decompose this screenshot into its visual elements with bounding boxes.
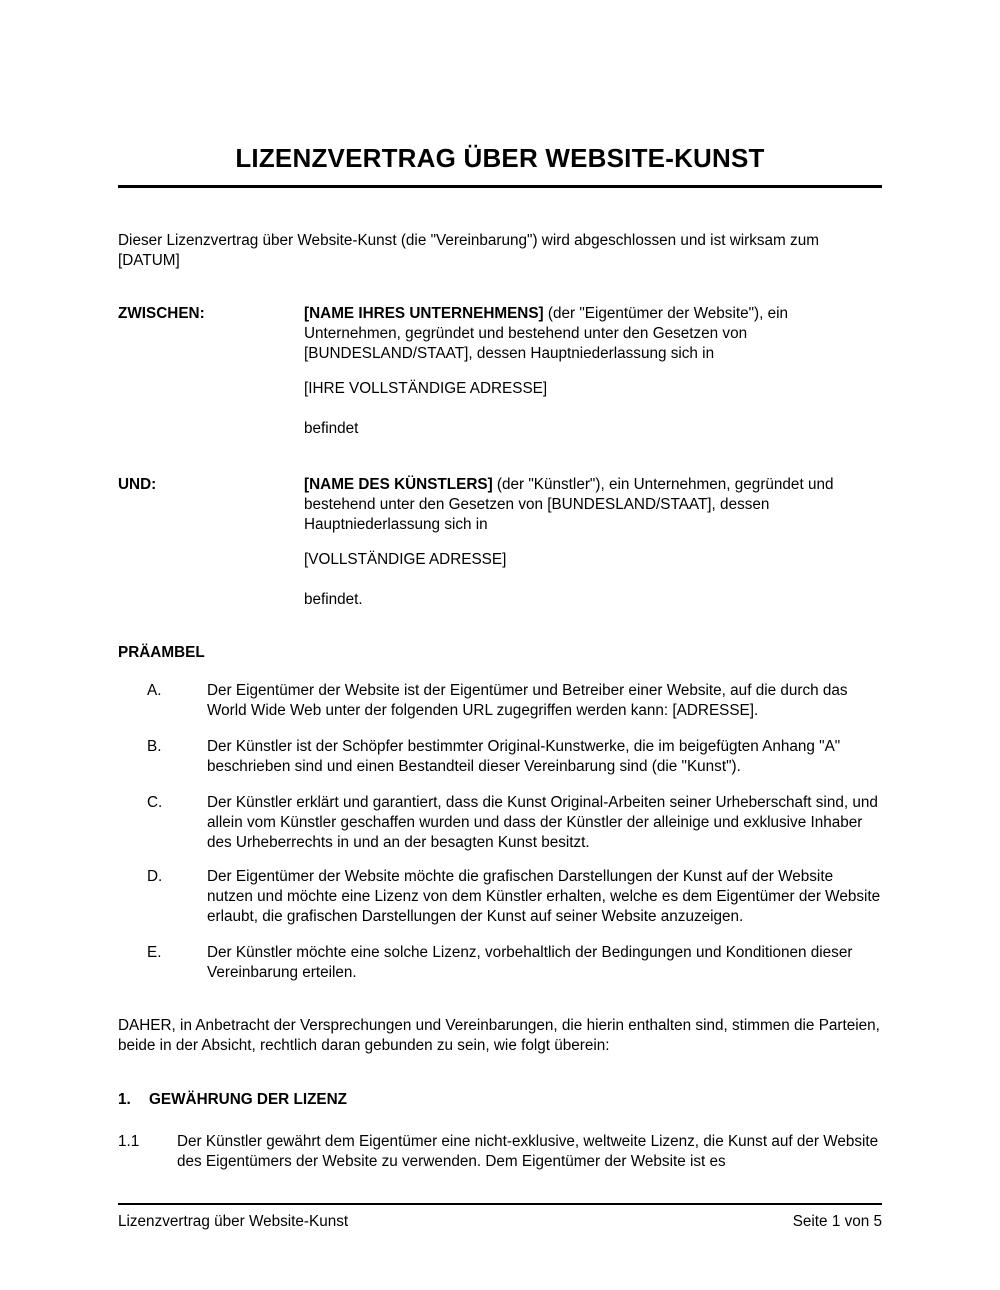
preamble-item-marker: D. [147, 868, 163, 885]
preamble-item-text: Der Künstler ist der Schöpfer bestimmter Original-Kunstwerke, die im beigefügten Anhang "A" beschrieben sind und einen Bestandteil dieser Vereinbarung sind (die "Kunst"). [207, 738, 841, 775]
preamble-item-a [118, 681, 882, 721]
party-suffix: befindet [304, 420, 359, 437]
party-label-zwischen: ZWISCHEN: [118, 305, 205, 322]
party-name-placeholder: [NAME DES KÜNSTLERS] [304, 476, 493, 493]
preamble-item-marker: B. [147, 738, 162, 755]
clause-text: Der Künstler gewährt dem Eigentümer eine nicht-exklusive, weltweite Lizenz, die Kunst auf der Website des Eigentümers der Website zu verwenden. Dem Eigentümer der Website ist es [177, 1133, 879, 1170]
footer-row [118, 1205, 882, 1232]
party-block-between [118, 304, 882, 439]
document-title: LIZENZVERTRAG ÜBER WEBSITE-KUNST [235, 143, 765, 173]
party-block-and [118, 475, 882, 610]
title-divider [118, 185, 882, 188]
party-body [304, 304, 882, 439]
preamble-item-text: Der Eigentümer der Website möchte die grafischen Darstellungen der Kunst auf der Website nutzen und möchte eine Lizenz von dem Künstler erhalten, welche es dem Eigentümer der Website erlaubt, die grafischen Darstellungen der Kunst auf seiner Website anzuzeigen. [207, 868, 881, 925]
preamble-item-text: Der Künstler möchte eine solche Lizenz, vorbehaltlich der Bedingungen und Konditionen dieser Vereinbarung erteilen. [207, 944, 853, 981]
preamble-item-b [118, 737, 882, 777]
preamble-item-text: Der Eigentümer der Website ist der Eigentümer und Betreiber einer Website, auf die durch das World Wide Web unter der folgenden URL zugegriffen werden kann: [ADRESSE]. [207, 682, 848, 719]
preamble-item-marker: A. [147, 682, 162, 699]
footer-document-name: Lizenzvertrag über Website-Kunst [118, 1213, 349, 1230]
preamble-item-e [118, 943, 882, 983]
party-description [304, 475, 882, 535]
preamble-item-marker: C. [147, 794, 163, 811]
preamble-item-text: Der Künstler erklärt und garantiert, dass die Kunst Original-Arbeiten seiner Urheberschaft sind, und allein vom Künstler geschaffen wurden und dass der Künstler der alleinige und exklusive Inhaber des Urheberrechts in und an der besagten Kunst besitzt. [207, 794, 878, 851]
party-description [304, 304, 882, 364]
page-footer [118, 1203, 882, 1232]
party-address-placeholder: [IHRE VOLLSTÄNDIGE ADRESSE] [304, 380, 548, 397]
preamble-item-marker: E. [147, 944, 162, 961]
party-suffix: befindet. [304, 591, 363, 608]
party-body [304, 475, 882, 610]
therefore-paragraph: DAHER, in Anbetracht der Versprechungen und Vereinbarungen, die hierin enthalten sind, stimmen die Parteien, beide in der Absicht, rechtlich daran gebunden zu sein, wie folgt überein: [118, 1017, 880, 1054]
intro-paragraph: Dieser Lizenzvertrag über Website-Kunst (die "Vereinbarung") wird abgeschlossen und ist wirksam zum [DATUM] [118, 232, 819, 269]
party-label-und: UND: [118, 476, 157, 493]
preamble-item-d [118, 867, 882, 927]
preamble-item-c [118, 793, 882, 853]
party-description-rest: (der "Eigentümer der Website"), ein Unternehmen, gegründet und bestehend unter den Gesetzen von [BUNDESLAND/STAAT], dessen Hauptniederlassung sich in [304, 305, 789, 362]
clause-number: 1.1 [118, 1133, 140, 1150]
section-1-heading [118, 1090, 882, 1110]
party-address-placeholder: [VOLLSTÄNDIGE ADRESSE] [304, 551, 507, 568]
party-description-rest: (der "Künstler"), ein Unternehmen, gegründet und bestehend unter den Gesetzen von [BUNDESLAND/STAAT], dessen Hauptniederlassung sich in [304, 476, 834, 533]
party-name-placeholder: [NAME IHRES UNTERNEHMENS] [304, 305, 544, 322]
document-content [118, 0, 882, 1172]
clause-1-1 [118, 1132, 882, 1172]
section-title: GEWÄHRUNG DER LIZENZ [149, 1091, 348, 1108]
section-number: 1. [118, 1091, 131, 1108]
footer-page-number: Seite 1 von 5 [792, 1213, 882, 1230]
preamble-heading: PRÄAMBEL [118, 644, 205, 661]
